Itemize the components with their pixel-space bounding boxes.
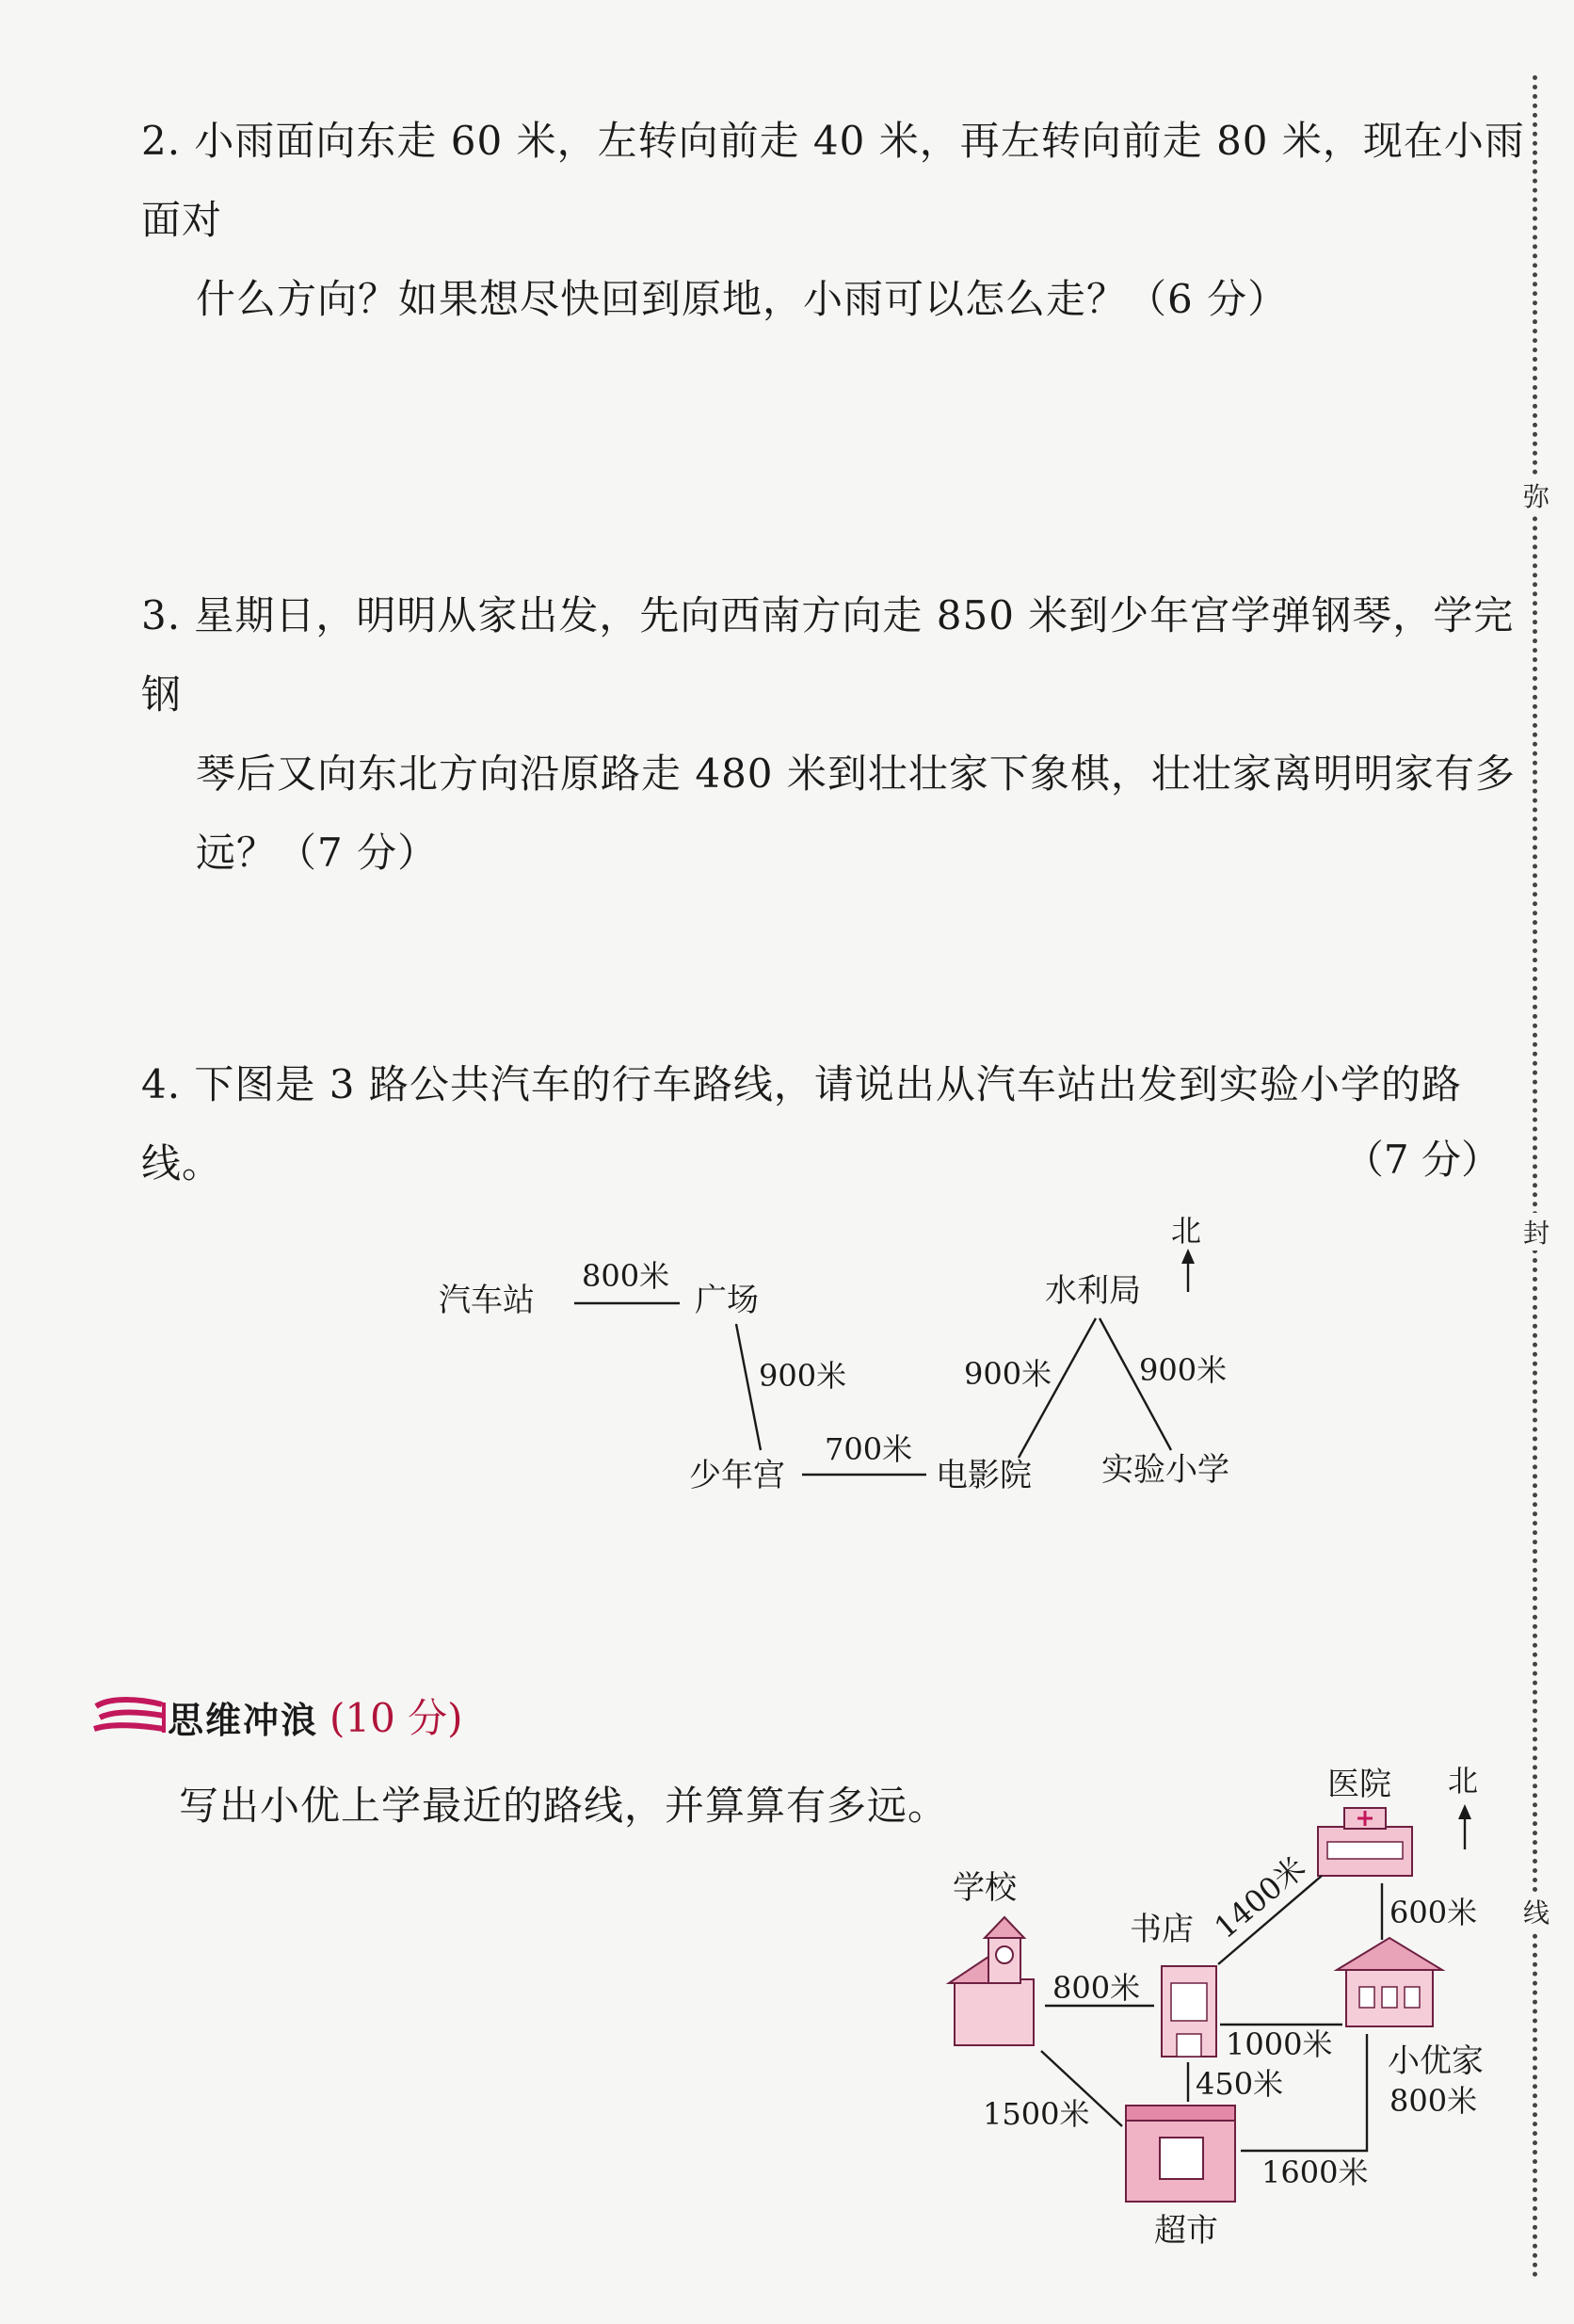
- distance-bookstore-home: 1000米: [1226, 2026, 1333, 2062]
- hospital-label: 医院: [1327, 1766, 1391, 1803]
- section-title-text: 思维冲浪: [168, 1700, 319, 1741]
- distance-bookstore-market: 450米: [1196, 2066, 1284, 2102]
- binding-dotted-line: [1533, 75, 1537, 2279]
- question-2-line-2: 什么方向？如果想尽快回到原地，小雨可以怎么走？（6 分）: [196, 276, 1289, 322]
- bonus-question-text: 写出小优上学最近的路线，并算算有多远。: [179, 1783, 949, 1829]
- north-arrow: [1171, 1213, 1201, 1292]
- distance-palace-cinema: 700米: [825, 1431, 913, 1467]
- question-3-line-1: 3. 星期日，明明从家出发，先向西南方向走 850 米到少年宫学弹钢琴，学完钢: [141, 592, 1515, 718]
- section-score: (10 分): [329, 1695, 463, 1741]
- square-label: 广场: [695, 1282, 759, 1319]
- bus-station-label: 汽车站: [439, 1282, 535, 1319]
- binding-margin: [1499, 0, 1574, 2324]
- question-3-line-2: 琴后又向东北方向沿原路走 480 米到壮壮家下象棋，壮壮家离明明家有多: [196, 750, 1516, 797]
- bookstore-label: 书店: [1130, 1911, 1194, 1948]
- home-label: 小优家: [1388, 2042, 1484, 2080]
- question-4-line-1: 4. 下图是 3 路公共汽车的行车路线，请说出从汽车站出发到实验小学的路线。: [141, 1061, 1462, 1186]
- north-arrow-head: [1181, 1249, 1195, 1264]
- hospital-icon: [1318, 1808, 1412, 1876]
- supermarket-label: 超市: [1154, 2212, 1218, 2250]
- experimental-school-label: 实验小学: [1101, 1451, 1229, 1489]
- water-bureau-label: 水利局: [1045, 1272, 1141, 1310]
- distance-market-home: 1600米: [1261, 2155, 1369, 2190]
- home-icon: [1337, 1938, 1442, 2026]
- margin-mark-xian: 线: [1518, 1893, 1555, 1930]
- supermarket-icon: [1126, 2106, 1235, 2202]
- distance-cinema-bureau: 900米: [964, 1356, 1052, 1392]
- cinema-label: 电影院: [936, 1457, 1032, 1494]
- bookstore-icon: [1162, 1966, 1216, 2057]
- distance-station-square: 800米: [582, 1258, 670, 1294]
- north-label: 北: [1171, 1213, 1202, 1249]
- youth-palace-label: 少年宫: [689, 1457, 785, 1494]
- book-stack-icon: [92, 1687, 166, 1742]
- distance-bureau-school: 900米: [1139, 1352, 1228, 1388]
- map-north-arrow: [1448, 1763, 1478, 1849]
- map-north-arrow-head: [1458, 1804, 1471, 1819]
- distance-school-market: 1500米: [983, 2096, 1090, 2132]
- route-square-palace: [736, 1324, 761, 1450]
- question-2-line-1: 2. 小雨面向东走 60 米，左转向前走 40 米，再左转向前走 80 米，现在小雨面对: [141, 118, 1525, 243]
- distance-home-down: 800米: [1389, 2083, 1478, 2119]
- question-4-score: （7 分）: [1343, 1137, 1501, 1183]
- school-route-map: [0, 1751, 1574, 2279]
- school-label: 学校: [953, 1869, 1017, 1907]
- distance-hospital-home: 600米: [1389, 1895, 1478, 1930]
- distance-square-palace: 900米: [759, 1358, 847, 1394]
- question-3-line-3: 远？（7 分）: [196, 830, 439, 876]
- margin-mark-mi: 弥: [1518, 476, 1555, 514]
- map-north-label: 北: [1448, 1763, 1479, 1799]
- margin-mark-feng: 封: [1518, 1213, 1555, 1251]
- distance-school-bookstore: 800米: [1052, 1970, 1141, 2006]
- distance-bookstore-hospital: 1400米: [1207, 1849, 1313, 1946]
- school-icon: [949, 1917, 1034, 2045]
